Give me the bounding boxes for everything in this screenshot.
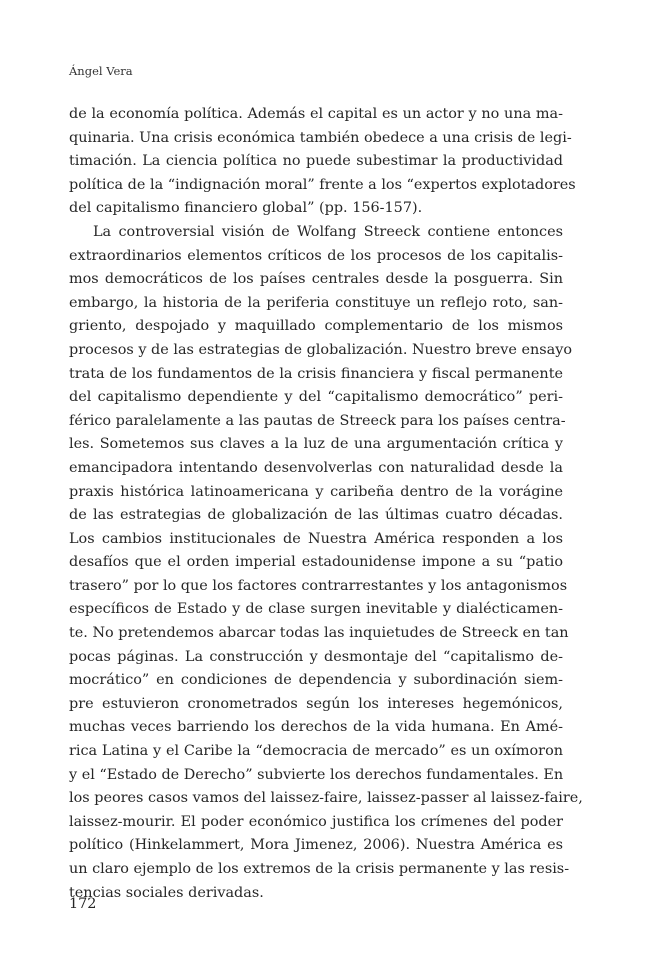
text-line: procesos y de las estrategias de globalización. Nuestro breve ensayo [69, 341, 572, 358]
text-line: pre estuvieron cronometrados según los intereses hegemónicos, [69, 695, 563, 712]
text-line: un claro ejemplo de los extremos de la crisis permanente y las resis- [69, 861, 570, 877]
text-line: político (Hinkelammert, Mora Jimenez, 2006). Nuestra América es [69, 837, 563, 854]
text-line: pocas páginas. La construcción y desmontaje del “capitalismo de- [69, 648, 563, 665]
text-line: griento, despojado y maquillado complementario de los mismos [69, 318, 563, 335]
text-line: emancipadora intentando desenvolverlas con naturalidad desde la [69, 459, 563, 476]
text-line: La controversial visión de Wolfang Streeck contiene entonces [93, 223, 563, 240]
body-text [69, 103, 583, 905]
text-line: desafíos que el orden imperial estadounidense impone a su “patio [69, 554, 563, 571]
text-line: del capitalismo financiero global” (pp. 156-157). [69, 200, 423, 217]
text-line: tencias sociales derivadas. [69, 884, 264, 901]
text-line: les. Sometemos sus claves a la luz de una argumentación crítica y [69, 436, 563, 453]
text-line: del capitalismo dependiente y del “capitalismo democrático” peri- [69, 389, 563, 406]
text-line: embargo, la historia de la periferia constituye un reflejo roto, san- [69, 294, 563, 311]
text-line: de las estrategias de globalización de las últimas cuatro décadas. [69, 507, 563, 524]
text-line: y el “Estado de Derecho” subvierte los derechos fundamentales. En [69, 766, 564, 783]
page-number: 172 [69, 896, 97, 912]
text-line: Los cambios institucionales de Nuestra América responden a los [69, 530, 563, 547]
running-header-author: Ángel Vera [69, 64, 133, 78]
text-line: timación. La ciencia política no puede subestimar la productividad [69, 153, 563, 170]
text-line: específicos de Estado y de clase surgen inevitable y dialécticamen- [69, 601, 563, 618]
text-line: mos democráticos de los países centrales desde la posguerra. Sin [69, 271, 563, 288]
text-line: trasero” por lo que los factores contrarrestantes y los antagonismos [69, 577, 568, 594]
text-line: política de la “indignación moral” frente a los “expertos explotadores [69, 176, 576, 193]
text-line: rica Latina y el Caribe la “democracia de mercado” es un oxímoron [69, 743, 563, 760]
text-line: praxis histórica latinoamericana y caribeña dentro de la vorágine [69, 483, 563, 500]
text-line: trata de los fundamentos de la crisis financiera y fiscal permanente [69, 365, 563, 382]
text-line: muchas veces barriendo los derechos de la vida humana. En Amé- [69, 719, 563, 736]
text-line: férico paralelamente a las pautas de Streeck para los países centra- [69, 412, 566, 429]
text-line: te. No pretendemos abarcar todas las inquietudes de Streeck en tan [69, 625, 569, 642]
text-line: mocrático” en condiciones de dependencia y subordinación siem- [69, 672, 563, 689]
text-line: extraordinarios elementos críticos de los procesos de los capitalis- [69, 247, 563, 264]
paragraph-continuation [69, 103, 576, 221]
text-line: los peores casos vamos del laissez-faire, laissez-passer al laissez-faire, [69, 790, 583, 807]
text-line: de la economía política. Además el capital es un actor y no una ma- [69, 106, 563, 122]
paragraph-main [69, 221, 583, 905]
text-line: quinaria. Una crisis económica también obedece a una crisis de legi- [69, 129, 572, 146]
text-line: laissez-mourir. El poder económico justifica los crímenes del poder [69, 813, 563, 830]
